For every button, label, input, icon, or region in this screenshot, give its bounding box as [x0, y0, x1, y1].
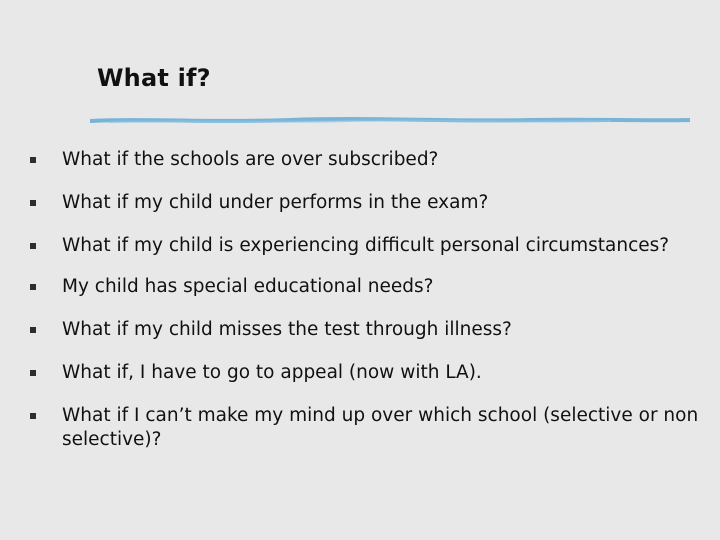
bullet-text: My child has special educational needs?: [62, 276, 434, 297]
bullet-item: [30, 275, 700, 299]
bullet-text: What if my child under performs in the exam?: [62, 192, 489, 213]
bullet-item: [30, 361, 700, 385]
bullet-text: What if, I have to go to appeal (now with LA).: [62, 362, 482, 383]
title-divider: [90, 114, 690, 128]
bullet-text: What if I can’t make my mind up over which school (selective or non selective)?: [62, 405, 699, 450]
bullet-item: [30, 148, 700, 172]
bullet-item: [30, 191, 700, 215]
bullet-square-icon: [30, 200, 36, 206]
slide-title: What if?: [97, 64, 211, 92]
bullet-text: What if my child is experiencing difficult personal circumstances?: [62, 235, 670, 256]
bullet-item: [30, 318, 700, 342]
bullet-text: What if my child misses the test through illness?: [62, 319, 512, 340]
bullet-list: [30, 148, 700, 469]
bullet-square-icon: [30, 243, 36, 249]
bullet-square-icon: [30, 157, 36, 163]
bullet-item: [30, 404, 700, 452]
bullet-square-icon: [30, 284, 36, 290]
bullet-text: What if the schools are over subscribed?: [62, 149, 439, 170]
bullet-square-icon: [30, 413, 36, 419]
bullet-square-icon: [30, 370, 36, 376]
bullet-square-icon: [30, 327, 36, 333]
bullet-item: [30, 234, 700, 258]
